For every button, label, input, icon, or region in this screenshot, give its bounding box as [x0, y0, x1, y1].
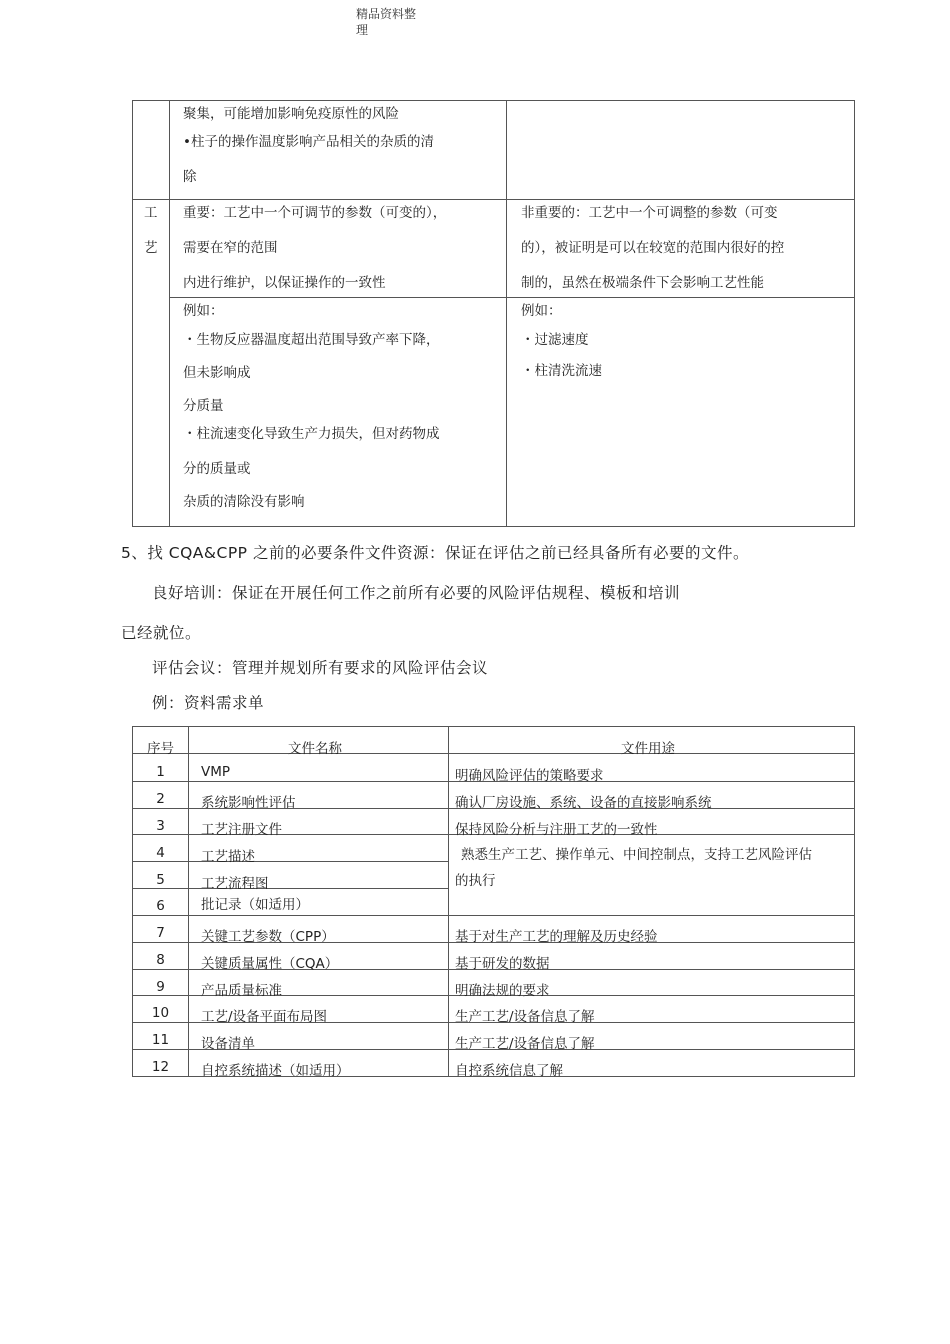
t2-col-divider [188, 727, 189, 1076]
page-header [356, 6, 436, 38]
t2-row-use: 生产工艺/设备信息了解 [455, 1009, 595, 1025]
t2-header-num: 序号 [147, 741, 174, 757]
t1-text: 的），被证明是可以在较宽的范围内很好的控 [521, 240, 785, 256]
t1-text: 分的质量或 [183, 461, 251, 477]
t2-row-num: 5 [156, 872, 165, 888]
t1-text: 内进行维护，以保证操作的一致性 [183, 275, 386, 291]
t1-text: ・过滤速度 [521, 332, 589, 348]
document-requirements-table [132, 726, 855, 1077]
t2-row-use: 保持风险分析与注册工艺的一致性 [455, 822, 658, 838]
t2-row-num: 8 [156, 952, 165, 968]
t2-merged-use: 的执行 [455, 873, 496, 889]
header-line-1: 精品资料整 [356, 7, 417, 21]
t1-text: 非重要的：工艺中一个可调整的参数（可变 [521, 205, 778, 221]
t2-row-name: VMP [201, 764, 231, 780]
t1-text: ・柱流速变化导致生产力损失，但对药物成 [183, 426, 440, 442]
t1-text: ・柱清洗流速 [521, 363, 602, 379]
t2-row-num: 6 [156, 898, 165, 914]
t2-row-name: 自控系统描述（如适用） [201, 1063, 350, 1079]
t2-row-num: 12 [151, 1059, 170, 1075]
t2-row-name: 工艺/设备平面布局图 [201, 1009, 328, 1025]
t2-row-name: 关键工艺参数（CPP） [201, 929, 335, 945]
t1-text: •柱子的操作温度影响产品相关的杂质的清 [183, 134, 434, 150]
t2-row-name: 产品质量标准 [201, 983, 282, 999]
t2-row-num: 10 [151, 1005, 170, 1021]
t1-row-label: 工 [144, 205, 158, 221]
t2-row-use: 自控系统信息了解 [455, 1063, 563, 1079]
para-training-cont: 已经就位。 [121, 624, 202, 642]
t2-row-use: 确认厂房设施、系统、设备的直接影响系统 [455, 795, 712, 811]
header-line-2: 理 [356, 23, 369, 37]
para-training: 良好培训：保证在开展任何工作之前所有必要的风险评估规程、模板和培训 [152, 584, 681, 602]
t1-text: ・生物反应器温度超出范围导致产率下降， [183, 332, 440, 348]
t2-row-name: 工艺注册文件 [201, 822, 282, 838]
t1-cell-r1-right [506, 100, 855, 200]
t2-row-name: 系统影响性评估 [201, 795, 296, 811]
t2-row-num: 11 [151, 1032, 170, 1048]
t2-header-name: 文件名称 [288, 741, 342, 757]
para-meeting: 评估会议：管理并规划所有要求的风险评估会议 [152, 659, 489, 677]
t2-row-use: 生产工艺/设备信息了解 [455, 1036, 595, 1052]
t1-text: 分质量 [183, 398, 224, 414]
t1-text: 聚集，可能增加影响免疫原性的风险 [183, 106, 399, 122]
t2-row-name: 批记录（如适用） [201, 897, 309, 913]
t2-row-divider [133, 915, 854, 916]
t2-row-use: 明确法规的要求 [455, 983, 550, 999]
t2-row-use: 基于研发的数据 [455, 956, 550, 972]
t1-cell-r1-label [132, 100, 170, 200]
t2-col-divider [448, 727, 449, 1076]
para-example: 例：资料需求单 [152, 694, 265, 712]
t2-row-num: 7 [156, 925, 165, 941]
t1-text: 除 [183, 169, 197, 185]
t2-row-num: 4 [156, 845, 165, 861]
t2-row-name: 设备清单 [201, 1036, 255, 1052]
t1-text: 例如： [521, 303, 562, 319]
t1-text: 杂质的清除没有影响 [183, 494, 305, 510]
t2-merged-use: 熟悉生产工艺、操作单元、中间控制点，支持工艺风险评估 [461, 847, 812, 863]
process-parameter-table [132, 100, 855, 527]
t1-text: 需要在窄的范围 [183, 240, 278, 256]
t2-header-use: 文件用途 [621, 741, 675, 757]
t2-row-divider [133, 888, 448, 889]
t2-row-num: 2 [156, 791, 165, 807]
t2-row-use: 基于对生产工艺的理解及历史经验 [455, 929, 658, 945]
t2-row-use: 明确风险评估的策略要求 [455, 768, 604, 784]
t1-row-label: 艺 [144, 240, 158, 256]
t2-row-name: 关键质量属性（CQA） [201, 956, 339, 972]
t2-row-num: 3 [156, 818, 165, 834]
para-prerequisites: 5、找 CQA&CPP 之前的必要条件文件资源：保证在评估之前已经具备所有必要的文件。 [121, 544, 749, 562]
t2-row-num: 1 [156, 764, 165, 780]
t1-text: 但未影响成 [183, 365, 251, 381]
t1-text: 制的，虽然在极端条件下会影响工艺性能 [521, 275, 764, 291]
t2-row-name: 工艺流程图 [201, 876, 269, 892]
t2-row-name: 工艺描述 [201, 849, 255, 865]
t2-row-num: 9 [156, 979, 165, 995]
t1-text: 重要：工艺中一个可调节的参数（可变的）， [183, 205, 447, 221]
t2-row-divider [133, 753, 854, 754]
t1-text: 例如： [183, 303, 224, 319]
t2-row-divider [133, 861, 448, 862]
